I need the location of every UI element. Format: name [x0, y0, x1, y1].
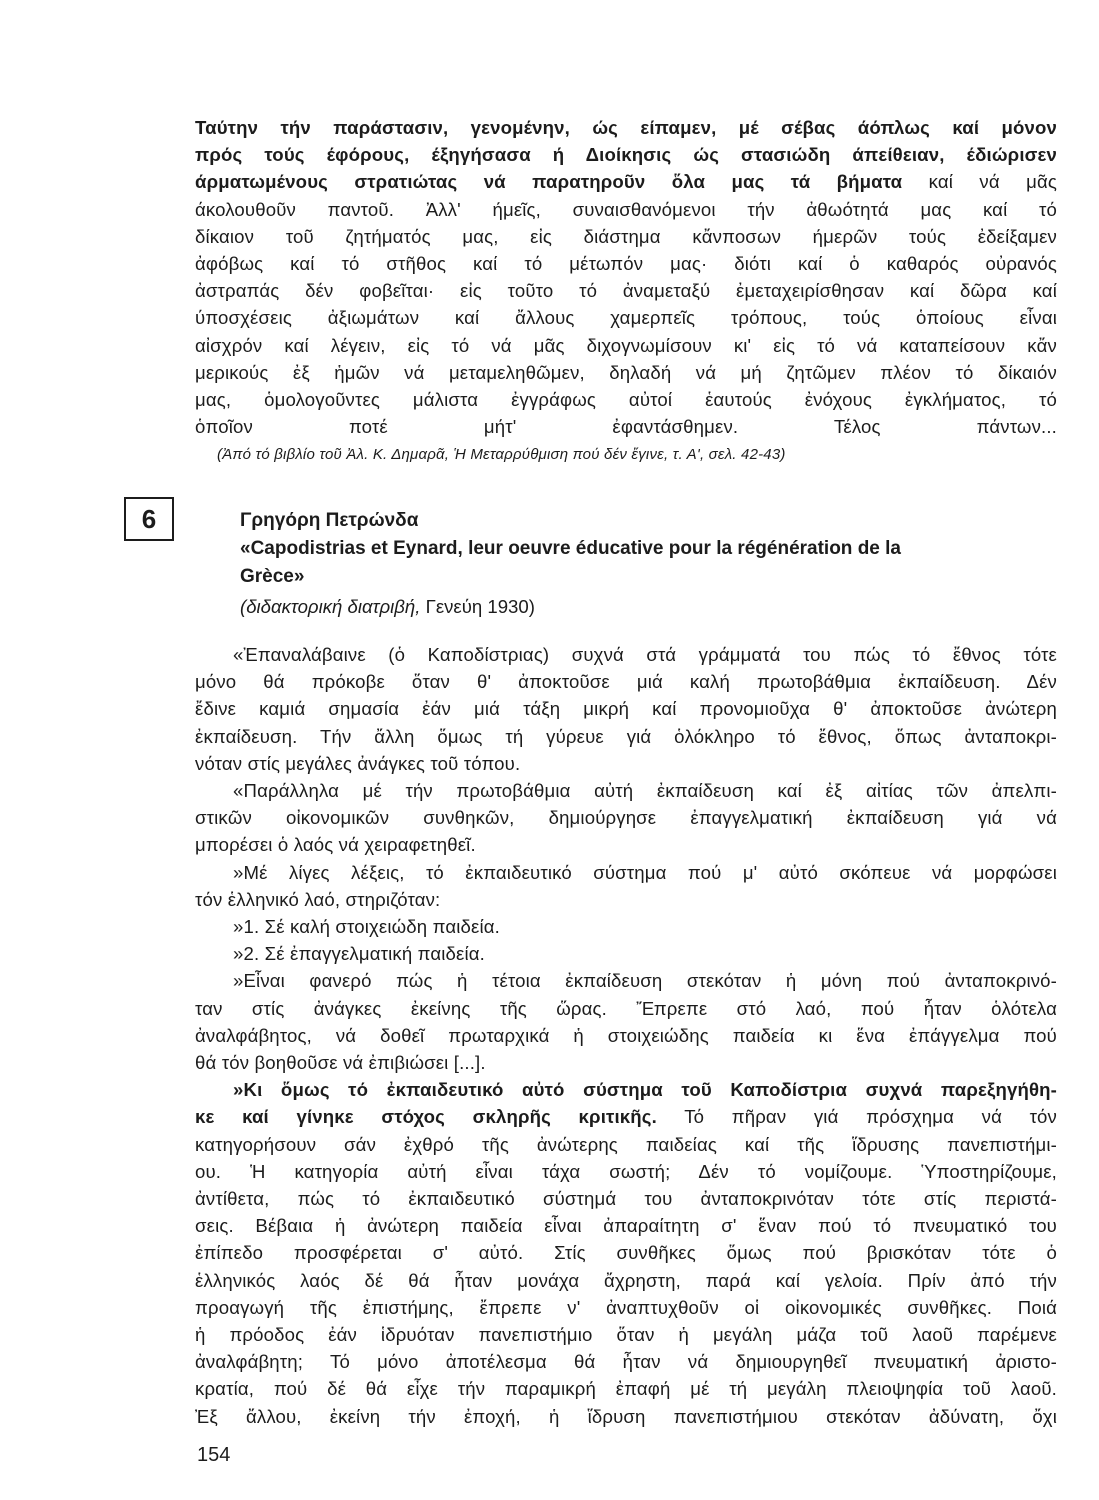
text-line — [195, 1267, 1057, 1294]
text-line — [195, 1321, 1057, 1348]
plain-text: νόταν στίς μεγάλες ἀνάγκες τοῦ τόπου. — [195, 752, 521, 774]
plain-text: μπορέσει ὁ λαός νά χειραφετηθεῖ. — [195, 834, 476, 856]
text-line — [195, 1348, 1057, 1375]
plain-text: αἰσχρόν καί λέγειν, εἰς τό νά μᾶς διχογνωμίσουν κι' εἰς τό νά καταπείσουν κἄν — [195, 334, 1057, 356]
plain-text: ἀναλφάβητος, νά δοθεῖ πρωταρχικά ἡ στοιχειώδης παιδεία κι ἕνα ἐπάγγελμα πού — [195, 1024, 1057, 1046]
text-line — [195, 695, 1057, 722]
source-caption: (Ἀπό τό βιβλίο τοῦ Ἀλ. Κ. Δημαρᾶ, Ἡ Μεταρρύθμιση πού δέν ἔγινε, τ. Α', σελ. 42-43) — [217, 446, 786, 464]
bold-text: »Κι ὅμως τό ἐκπαιδευτικό αὐτό σύστημα τοῦ Καποδίστρια συχνά παρεξηγήθη- — [233, 1079, 1057, 1101]
text-line — [195, 1212, 1057, 1239]
bold-text: άρματωμένους στρατιώτας νά παρατηροῦν ὅλα μας τά βήματα — [195, 171, 903, 193]
plain-text: ου. Ἡ κατηγορία αὐτή εἶναι τάχα σωστή; Δέν τό νομίζουμε. Ὑποστηρίζουμε, — [195, 1160, 1057, 1182]
plain-text: ἔδινε καμιά σημασία ἐάν μιά τάξη μικρή καί προνομιοῦχα θ' ἀποκτοῦσε ἀνώτερη — [195, 698, 1057, 720]
text-line — [195, 277, 1057, 304]
subtitle-rest: Γενεύη 1930) — [420, 596, 535, 617]
text-line — [195, 196, 1057, 223]
plain-text: ταν στίς ἀνάγκες ἐκείνης τῆς ὥρας. Ἔπρεπε στό λαό, πού ἦταν ὁλότελα — [195, 997, 1057, 1019]
text-line — [195, 223, 1057, 250]
text-line — [195, 1185, 1057, 1212]
plain-text: ἐπίπεδο προσφέρεται σ' αὐτό. Στίς συνθῆκες ὅμως πού βρισκόταν τότε ὁ — [195, 1242, 1057, 1264]
plain-text: καί νά μᾶς — [902, 171, 1057, 193]
text-line — [195, 168, 1057, 195]
plain-text: «Ἐπαναλάβαινε (ὁ Καποδίστριας) συχνά στά γράμματά του πώς τό ἔθνος τότε — [233, 644, 1057, 665]
section-header — [240, 507, 1056, 627]
plain-text: ἡ πρόοδος ἐάν ἱδρυόταν πανεπιστήμιο ὅταν ἡ μεγάλη μάζα τοῦ λαοῦ παρέμενε — [195, 1324, 1057, 1346]
text-line — [195, 114, 1057, 141]
text-line — [195, 250, 1057, 277]
top-passage — [195, 114, 1057, 466]
text-line — [195, 723, 1057, 750]
plain-text: σεις. Βέβαια ἡ ἀνώτερη παιδεία εἶναι ἀπαραίτητη σ' ἕναν πού τό πνευματικό του — [195, 1215, 1057, 1237]
text-line — [195, 831, 1057, 858]
work-title-line-2: Grèce» — [240, 566, 305, 587]
page-number: 154 — [197, 1444, 231, 1466]
top-passage-lines — [195, 114, 1057, 440]
text-line — [195, 641, 1057, 668]
text-line — [195, 1131, 1057, 1158]
text-line — [195, 141, 1057, 168]
text-line — [195, 1239, 1057, 1266]
author-name: Γρηγόρη Πετρώνδα — [240, 510, 419, 531]
bold-text: κε καί γίνηκε στόχος σκληρῆς κριτικῆς. — [195, 1106, 657, 1128]
text-line — [195, 1375, 1057, 1402]
section-number: 6 — [141, 503, 157, 534]
work-title-line-1: «Capodistrias et Eynard, leur oeuvre éducative pour la régénération de la — [240, 538, 901, 559]
plain-text: άκολουθοῦν παντοῦ. Ἀλλ' ήμεῖς, συναισθανόμενοι τήν ἀθωότητά μας καί τό — [195, 198, 1057, 220]
plain-text: ἀφόβως καί τό στῆθος καί τό μέτωπόν μας· διότι καί ὁ καθαρός οὐρανός — [195, 253, 1057, 275]
text-line — [195, 913, 1057, 940]
text-line — [195, 1103, 1057, 1130]
text-line — [195, 886, 1057, 913]
section-number-box — [124, 497, 174, 541]
plain-text: τόν ἑλληνικό λαό, στηριζόταν: — [195, 888, 441, 910]
text-line — [195, 1158, 1057, 1185]
text-line — [195, 1022, 1057, 1049]
plain-text: μας, ὁμολογοῦντες μάλιστα ἐγγράφως αὐτοί ἑαυτούς ἐνόχους ἐγκλήματος, τό — [195, 389, 1057, 411]
text-line — [195, 804, 1057, 831]
plain-text: ὁποῖον ποτέ μήτ' ἐφαντάσθημεν. Τέλος πάντων... — [195, 416, 1057, 438]
plain-text: »1. Σέ καλή στοιχειώδη παιδεία. — [233, 916, 500, 938]
work-subtitle — [240, 593, 1056, 621]
plain-text: ἀναλφάβητη; Τό μόνο ἀποτέλεσμα θά ἦταν νά δημιουργηθεῖ πνευματική ἀριστο- — [195, 1351, 1057, 1373]
plain-text: »Μέ λίγες λέξεις, τό ἐκπαιδευτικό σύστημα πού μ' αὐτό σκόπευε νά μορφώσει — [233, 861, 1057, 883]
text-line — [195, 777, 1057, 804]
plain-text: ύποσχέσεις ἀξιωμάτων καί ἄλλους χαμερπεῖς τρόπους, τούς ὁποίους εἶναι — [195, 307, 1057, 329]
text-line — [195, 859, 1057, 886]
text-line — [195, 750, 1057, 777]
plain-text: ἑλληνικός λαός δέ θά ἦταν μονάχα ἄχρηστη, παρά καί γελοία. Πρίν ἀπό τήν — [195, 1269, 1057, 1291]
plain-text: ἀντίθετα, πώς τό ἐκπαιδευτικό σύστημά του ἀνταποκρινόταν τότε στίς περιστά- — [195, 1188, 1057, 1210]
plain-text: θά τόν βοηθοῦσε νά ἐπιβιώσει [...]. — [195, 1052, 486, 1074]
text-line — [195, 995, 1057, 1022]
plain-text: κρατία, πού δέ θά εἶχε τήν παραμικρή ἐπαφή μέ τή μεγάλη πλειοψηφία τοῦ λαοῦ. — [195, 1378, 1057, 1400]
plain-text: »Εἶναι φανερό πώς ἡ τέτοια ἐκπαίδευση στεκόταν ἡ μόνη πού ἀνταποκρινό- — [233, 970, 1057, 992]
text-line — [195, 359, 1057, 386]
plain-text: «Παράλληλα μέ τήν πρωτοβάθμια αὐτή ἐκπαίδευση καί ἐξ αἰτίας τῶν ἀπελπι- — [233, 780, 1057, 802]
text-line — [195, 668, 1057, 695]
text-line — [195, 1403, 1057, 1430]
text-line — [195, 332, 1057, 359]
text-line — [195, 386, 1057, 413]
bold-text: Ταύτην τήν παράστασιν, γενομένην, ώς είπαμεν, μέ σέβας άόπλως καί μόνον — [195, 117, 1057, 138]
plain-text: δίκαιον τοῦ ζητήματός μας, εἰς διάστημα κἄνποσων ήμερῶν τούς ἐδείξαμεν — [195, 225, 1057, 247]
text-line — [195, 1076, 1057, 1103]
text-line — [195, 1294, 1057, 1321]
subtitle-italic: (διδακτορική διατριβή, — [240, 596, 421, 617]
quoted-text — [195, 641, 1057, 1430]
plain-text: Τό πῆραν γιά πρόσχημα νά τόν — [656, 1106, 1057, 1128]
text-line — [195, 940, 1057, 967]
text-line — [195, 967, 1057, 994]
plain-text: ἀστραπάς δέν φοβεῖται· εἰς τοῦτο τό ἀναμεταξύ ἐμεταχειρίσθησαν καί δῶρα καί — [195, 280, 1057, 302]
plain-text: μόνο θά πρόκοβε ὅταν θ' ἀποκτοῦσε μιά καλή πρωτοβάθμια ἐκπαίδευση. Δέν — [195, 671, 1057, 693]
plain-text: κατηγορήσουν σάν ἐχθρό τῆς ἀνώτερης παιδείας καί τῆς ἵδρυσης πανεπιστήμι- — [195, 1133, 1057, 1155]
text-line — [195, 1049, 1057, 1076]
text-line — [195, 304, 1057, 331]
plain-text: μερικούς ἐξ ἡμῶν νά μεταμεληθῶμεν, δηλαδή νά μή ζητῶμεν πλέον τό δίκαιόν — [195, 361, 1057, 383]
plain-text: ἐκπαίδευση. Τήν ἄλλη ὅμως τή γύρευε γιά ὁλόκληρο τό ἔθνος, ὅπως ἀνταποκρι- — [195, 725, 1057, 747]
plain-text: στικῶν οἰκονομικῶν συνθηκῶν, δημιούργησε ἐπαγγελματική ἐκπαίδευση γιά νά — [195, 807, 1057, 829]
bold-text: πρός τούς έφόρους, έξηγήσασα ή Διοίκησις ώς στασιώδη άπείθειαν, έδιώρισεν — [195, 144, 1057, 166]
plain-text: Ἐξ ἄλλου, ἐκείνη τήν ἐποχή, ἡ ἵδρυση πανεπιστήμιου στεκόταν ἀδύνατη, ὄχι — [195, 1405, 1057, 1427]
plain-text: »2. Σέ ἐπαγγελματική παιδεία. — [233, 943, 485, 965]
plain-text: προαγωγή τῆς ἐπιστήμης, ἔπρεπε ν' ἀναπτυχθοῦν οἱ οἰκονομικές συνθῆκες. Ποιά — [195, 1296, 1057, 1318]
text-line — [195, 413, 1057, 440]
